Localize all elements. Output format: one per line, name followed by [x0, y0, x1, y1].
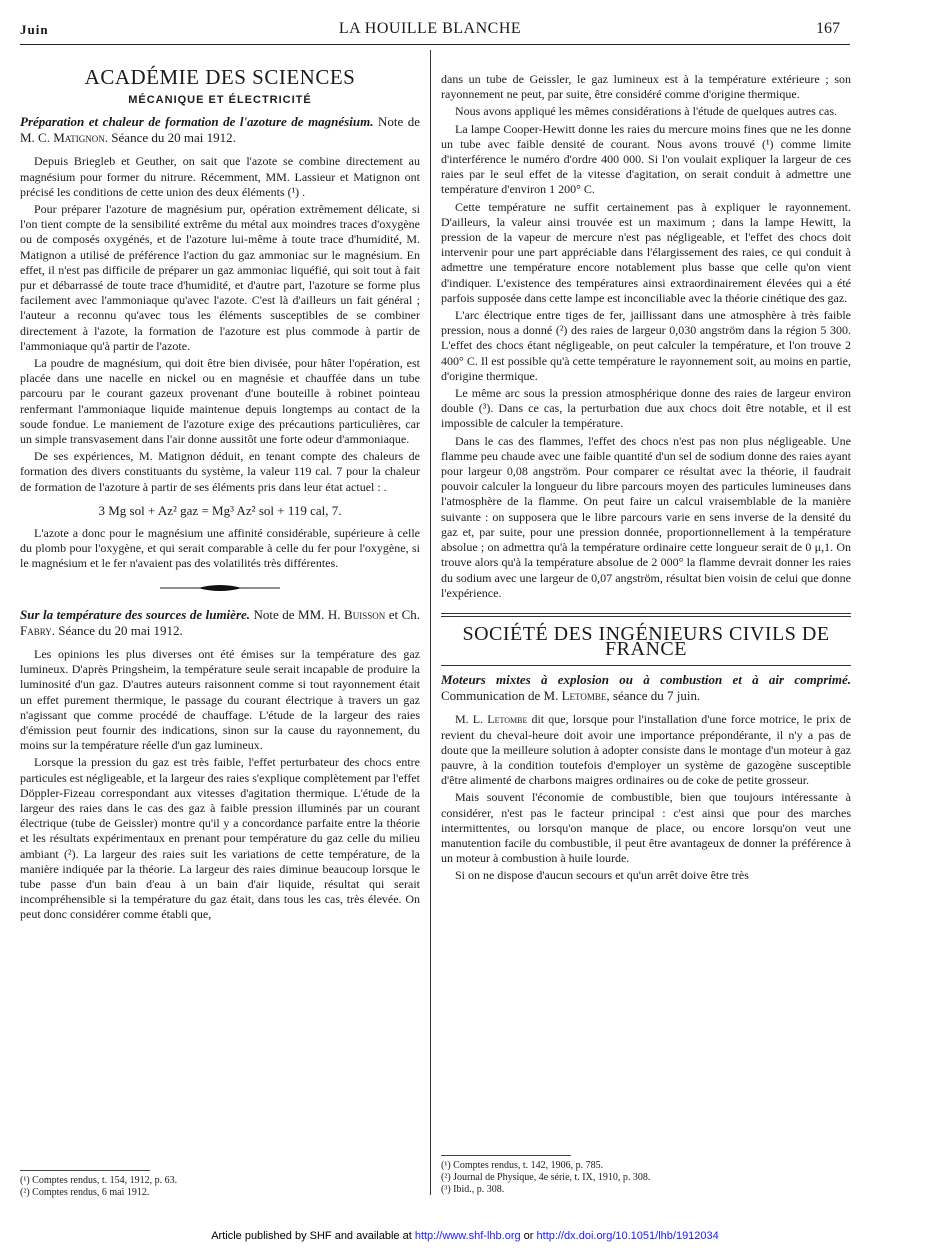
article-heading-2	[20, 607, 420, 639]
footer-or: or	[520, 1230, 537, 1242]
footer-prefix: Article published by SHF and available at	[211, 1230, 415, 1242]
subsection-title: MÉCANIQUE ET ÉLECTRICITÉ	[128, 94, 312, 107]
ornament-divider	[160, 582, 280, 597]
footnote: (³) Ibid., p. 308.	[441, 1184, 505, 1195]
paragraph: Mais souvent l'économie de combustible, bien que toujours intéressante à considérer, n'est pas le facteur principal : c'est ainsi que pour des marches intermittentes, ou lorsqu'on manque de place, ou encore lorsqu'on veut une manutention facile du combustible, il peut être avantageux de donner la préférence à un moteur à combustion à huile lourde.	[441, 790, 851, 866]
paragraph: La lampe Cooper-Hewitt donne les raies du mercure moins fines que ne les donne un tube avec faible densité de courant. Nous avons trouvé (¹) comme limite d'interférence le numéro d'ordre 400 000. Si l'on voulait expliquer la largeur de ces raies par le seul effet de la vitesse d'agitation, on serait conduit à admettre une température d'environ 1 200° C.	[441, 121, 851, 197]
article-note-pre-3: Communication de M.	[441, 688, 559, 704]
publication-footer	[0, 1230, 930, 1242]
article-note-pre-1: Note de M. C.	[20, 114, 421, 146]
article-author-1: Matignon	[53, 130, 105, 146]
paragraph-text: dit que, lorsque pour l'installation d'une force motrice, le prix de revient du cheval-heure doit avoir une importance prépondérante, il n'y a pas de doute que la meilleure solution à adopter consiste dans le montage d'un moteur à gaz pauvre, à la condition toutefois d'employer un système de gazogène susceptible d'être alimenté de charbons maigres ordinaires ou de coke de petite grosseur.	[441, 712, 851, 788]
section-title-academie: ACADÉMIE DES SCIENCES	[84, 65, 356, 89]
article-title-3: Moteurs mixtes à explosion ou à combustion et à air comprimé.	[441, 672, 851, 688]
paragraph: L'azote a donc pour le magnésium une affinité considérable, supérieure à celle du plomb pour l'oxygène, et qui serait comparable à celle du fer pour l'oxygène, si le magnésium et le fer n'avaient pas des volatilités très différentes.	[20, 526, 420, 571]
article-author-2b: Fabry	[20, 622, 52, 638]
paragraph: De ses expériences, M. Matignon déduit, en tenant compte des chaleurs de formation des divers constituants du système, la valeur 119 cal. 7 pour la chaleur de formation de l'azoture à partir de ses éléments pris dans leur état actuel : .	[20, 449, 420, 494]
article-heading-3	[441, 672, 851, 704]
footnote: (²) Journal de Physique, 4e série, t. IX, 1910, p. 308.	[441, 1172, 651, 1183]
paragraph: Dans le cas des flammes, l'effet des chocs n'est pas non plus négligeable. Une flamme peu chaude avec une faible quantité d'un sel de sodium donne des raies ayant pour largeur 0,08 angström. Pour comparer ce résultat avec la théorie, il faudrait pouvoir calculer la longueur du libre parcours moyen des particules lumineuses dans l'atmosphère de la flamme. On peut faire un calcul vraisemblable de la manière suivante : on supposera que le libre parcours varie en sens inverse de la densité du gaz et, par suite, pour une pression donnée, proportionnellement à la température absolue ; on admettra qu'à la température ordinaire cette longueur serait de 0 μ,1. On trouve alors qu'à la température absolue de 2 000° la flamme devrait donner les raies du sodium avec une largeur de 0,07 angström, résultat bien voisin de celui que donne l'expérience.	[441, 433, 851, 600]
article-author-2a: Buisson	[344, 606, 386, 622]
footnote-rule	[441, 1155, 571, 1156]
footnote-rule	[20, 1170, 150, 1171]
paragraph: Cette température ne suffit certainement pas à expliquer le rayonnement. D'ailleurs, la valeur ainsi trouvée est un maximum ; dans la lampe Hewitt, la pression de la vapeur de mercure n'est pas négligeable, et l'effet des chocs doit intervenir pour une part appréciable dans l'élargissement des raies, ce qui conduit à admettre une température encore notablement plus basse que celle qu'on vient d'indiquer. L'existence des températures ainsi extraordinairement élevées qui a été parfois supposée dans cette lampe est inconciliable avec la théorie cinétique des gaz.	[441, 199, 851, 305]
footer-link-shf[interactable]: http://www.shf-lhb.org	[414, 1230, 521, 1242]
article-title-2: Sur la température des sources de lumière.	[20, 606, 251, 622]
footnote: (²) Comptes rendus, 6 mai 1912.	[20, 1187, 150, 1198]
page-number: 167	[816, 20, 840, 37]
column-divider	[430, 50, 431, 1195]
article-note-mid-2: et Ch.	[385, 606, 421, 622]
paragraph	[441, 712, 851, 788]
footnotes-left	[20, 1170, 420, 1199]
article-author-3: Letombe	[561, 688, 607, 704]
article-title-1: Préparation et chaleur de formation de l'azoture de magnésium.	[20, 114, 374, 130]
paragraph: La poudre de magnésium, qui doit être bien divisée, pour hâter l'opération, est placée dans une nacelle en nickel ou en magnésie et chauffée dans un tube parcouru par le courant gazeux provenant d'une bouteille à robinet pointeau renfermant l'ammoniaque liquide maintenue depuis longtemps au contact de la soude fondue. Le maniement de l'azoture exige des précautions particulières, car un simple transvasement dans l'air donne aussitôt une forte odeur d'ammoniaque.	[20, 356, 420, 447]
paragraph: Lorsque la pression du gaz est très faible, l'effet perturbateur des chocs entre particules est négligeable, et la largeur des raies s'explique complètement par l'effet Döppler-Fizeau correspondant aux vitesses d'agitation thermique. L'étude de la largeur des raies dans le cas des gaz à faible pression illuminés par un courant électrique (tube de Geissler) montre qu'il y a concordance parfaite entre la théorie et les résultats expérimentaux en prenant pour température du gaz celle du milieu ambiant (²). La largeur des raies suit les variations de cette température, de la manière indiquée par la théorie. La largeur des raies diminue beaucoup lorsque le tube passe d'un bain d'eau à un bain d'air liquide, résultat qui serait incompréhensible si la température du gaz était, dans tous les cas, très élevée. On peut donc considérer comme établi que,	[20, 755, 420, 922]
footnotes-right	[441, 1155, 851, 1196]
paragraph: Depuis Briegleb et Geuther, on sait que l'azote se combine directement au magnésium pour former du nitrure. Récemment, MM. Lassieur et Matignon ont précisé les conditions de cette union des deux éléments (¹) .	[20, 154, 420, 199]
footnote: (¹) Comptes rendus, t. 142, 1906, p. 785.	[441, 1160, 604, 1171]
paragraph: Les opinions les plus diverses ont été émises sur la température des gaz lumineux. D'après Pringsheim, la température seule serait incapable de produire la luminosité d'un gaz. D'autres auteurs raisonnent comme si tout rayonnement était un effet purement thermique, le passage du courant électrique à travers un gaz n'agissant que comme procédé de chauffage. L'étude de la largeur des raies d'émission peut fournir des indications, sinon sur la cause du rayonnement, du moins sur la température réelle d'un gaz lumineux.	[20, 646, 420, 753]
paragraph: Nous avons appliqué les mêmes considérations à l'étude de quelques autres cas.	[455, 104, 838, 119]
paragraph: dans un tube de Geissler, le gaz lumineux est à la température extérieure ; son rayonnement ne peut, par suite, être considéré comme d'origine thermique.	[441, 72, 851, 102]
section-double-rule	[441, 613, 851, 617]
article-note-post-2: . Séance du 20 mai 1912.	[51, 622, 183, 638]
paragraph-author: M. L. Letombe	[455, 712, 528, 727]
section-title-societe: SOCIÉTÉ DES INGÉNIEURS CIVILS DE FRANCE	[462, 622, 830, 661]
header-rule	[20, 44, 850, 45]
header-month: Juin	[20, 22, 49, 37]
paragraph: Pour préparer l'azoture de magnésium pur, opération extrêmement délicate, si l'on tient compte de la sensibilité extrême du métal aux moindres traces d'oxygène ou de composés oxygénés, et de l'azoture lui-même à toute trace d'humidité, M. Matignon a utilisé de préférence l'action du gaz ammoniac sur le magnésium. En effet, il n'est pas difficile de préparer un gaz ammoniac liquéfié, qui soit tout à fait pur et débarrassé de toute trace d'humidité, et d'autre part, l'azoture se forme plus facilement avec l'ammoniaque qu'avec l'azote. C'est là d'ailleurs un fait général ; l'auteur a reconnu qu'avec tous les éléments susceptibles de se combiner directement à l'azote, la formation de l'azoture est plus commode à partir de l'ammoniaque qu'à partir de l'azote.	[20, 202, 420, 353]
right-column	[441, 72, 851, 886]
paragraph: L'arc électrique entre tiges de fer, jaillissant dans une atmosphère à très faible pression, nous a donné (²) des raies de largeur 0,030 angström dans la région 5 300. L'effet des chocs étant négligeable, on peut calculer la température, et l'on trouve 2 400° C. Il est possible qu'à cette température le rayonnement soit, au moins en partie, d'origine thermique.	[441, 308, 851, 383]
footer-link-doi[interactable]: http://dx.doi.org/10.1051/lhb/1912034	[536, 1230, 719, 1242]
journal-title: LA HOUILLE BLANCHE	[338, 20, 522, 37]
running-header	[20, 22, 840, 44]
chemical-formula: 3 Mg sol + Az² gaz = Mg³ Az² sol + 119 cal, 7.	[98, 502, 342, 518]
footnote: (¹) Comptes rendus, t. 154, 1912, p. 63.	[20, 1175, 178, 1186]
paragraph: Si on ne dispose d'aucun secours et qu'un arrêt doive être très	[455, 868, 749, 883]
article-note-pre-2: Note de MM. H.	[253, 606, 341, 622]
section-rule	[441, 665, 851, 666]
left-column	[20, 60, 420, 925]
article-heading-1	[20, 114, 420, 146]
article-note-post-3: , séance du 7 juin.	[606, 688, 701, 704]
article-note-post-1: . Séance du 20 mai 1912.	[104, 130, 236, 146]
paragraph: Le même arc sous la pression atmosphérique donne des raies de largeur environ double (³). Dans ce cas, la perturbation due aux chocs doit être notable, et il est impossible de calculer la température.	[441, 386, 851, 431]
